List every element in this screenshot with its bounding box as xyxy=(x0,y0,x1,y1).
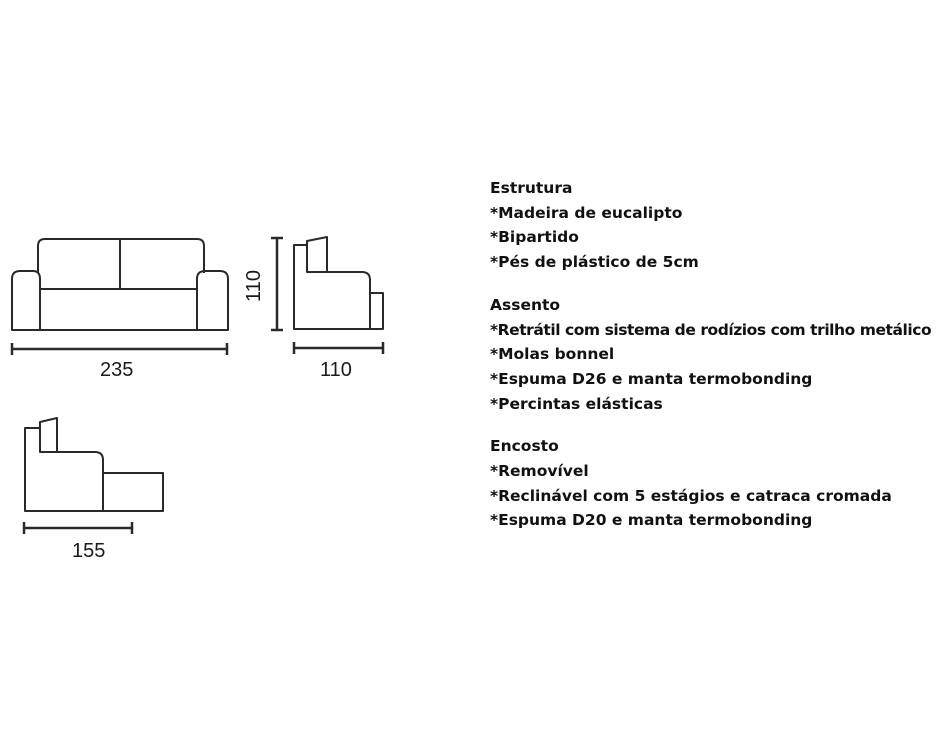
front-view-drawing xyxy=(12,239,228,330)
spec-item: *Pés de plástico de 5cm xyxy=(490,253,699,272)
spec-item: *Removível xyxy=(490,462,589,481)
spec-item: *Madeira de eucalipto xyxy=(490,203,683,222)
spec-item: *Percintas elásticas xyxy=(490,394,663,413)
spec-item: *Espuma D26 e manta termobonding xyxy=(490,369,813,388)
left-armrest xyxy=(12,271,40,330)
spec-item: *Reclinável com 5 estágios e catraca cromada xyxy=(490,486,892,505)
reclined-depth-dimension-line xyxy=(24,522,132,534)
spec-section-encosto xyxy=(490,434,931,533)
reclined-body xyxy=(25,428,103,511)
depth-label: 110 xyxy=(320,359,352,381)
spec-heading: Encosto xyxy=(490,437,559,456)
spec-heading: Estrutura xyxy=(490,179,573,197)
reclined-view-drawing xyxy=(25,418,163,511)
side-headrest xyxy=(307,237,327,272)
spec-section-assento xyxy=(490,293,931,417)
spec-item: *Espuma D20 e manta termobonding xyxy=(490,511,813,530)
spec-heading: Assento xyxy=(490,295,561,314)
spec-item: *Molas bonnel xyxy=(490,345,615,364)
depth-dimension-line xyxy=(294,342,383,354)
width-label: 235 xyxy=(100,359,134,381)
width-dimension-line xyxy=(12,343,227,355)
height-label: 110 xyxy=(242,270,265,302)
reclined-headrest xyxy=(40,418,57,452)
right-armrest xyxy=(197,271,228,330)
sofa-drawings xyxy=(0,0,460,742)
spec-list xyxy=(490,176,931,551)
side-view-drawing xyxy=(294,237,383,329)
reclined-depth-label: 155 xyxy=(72,540,106,562)
spec-section-estrutura xyxy=(490,176,931,275)
side-body xyxy=(294,245,370,329)
height-dimension-line xyxy=(271,238,283,330)
reclined-footrest xyxy=(103,473,163,511)
side-footrest xyxy=(370,293,383,329)
sofa-diagram-svg xyxy=(0,0,460,742)
spec-item: *Retrátil com sistema de rodízios com trilho metálico xyxy=(490,320,932,339)
spec-item: *Bipartido xyxy=(490,228,579,247)
